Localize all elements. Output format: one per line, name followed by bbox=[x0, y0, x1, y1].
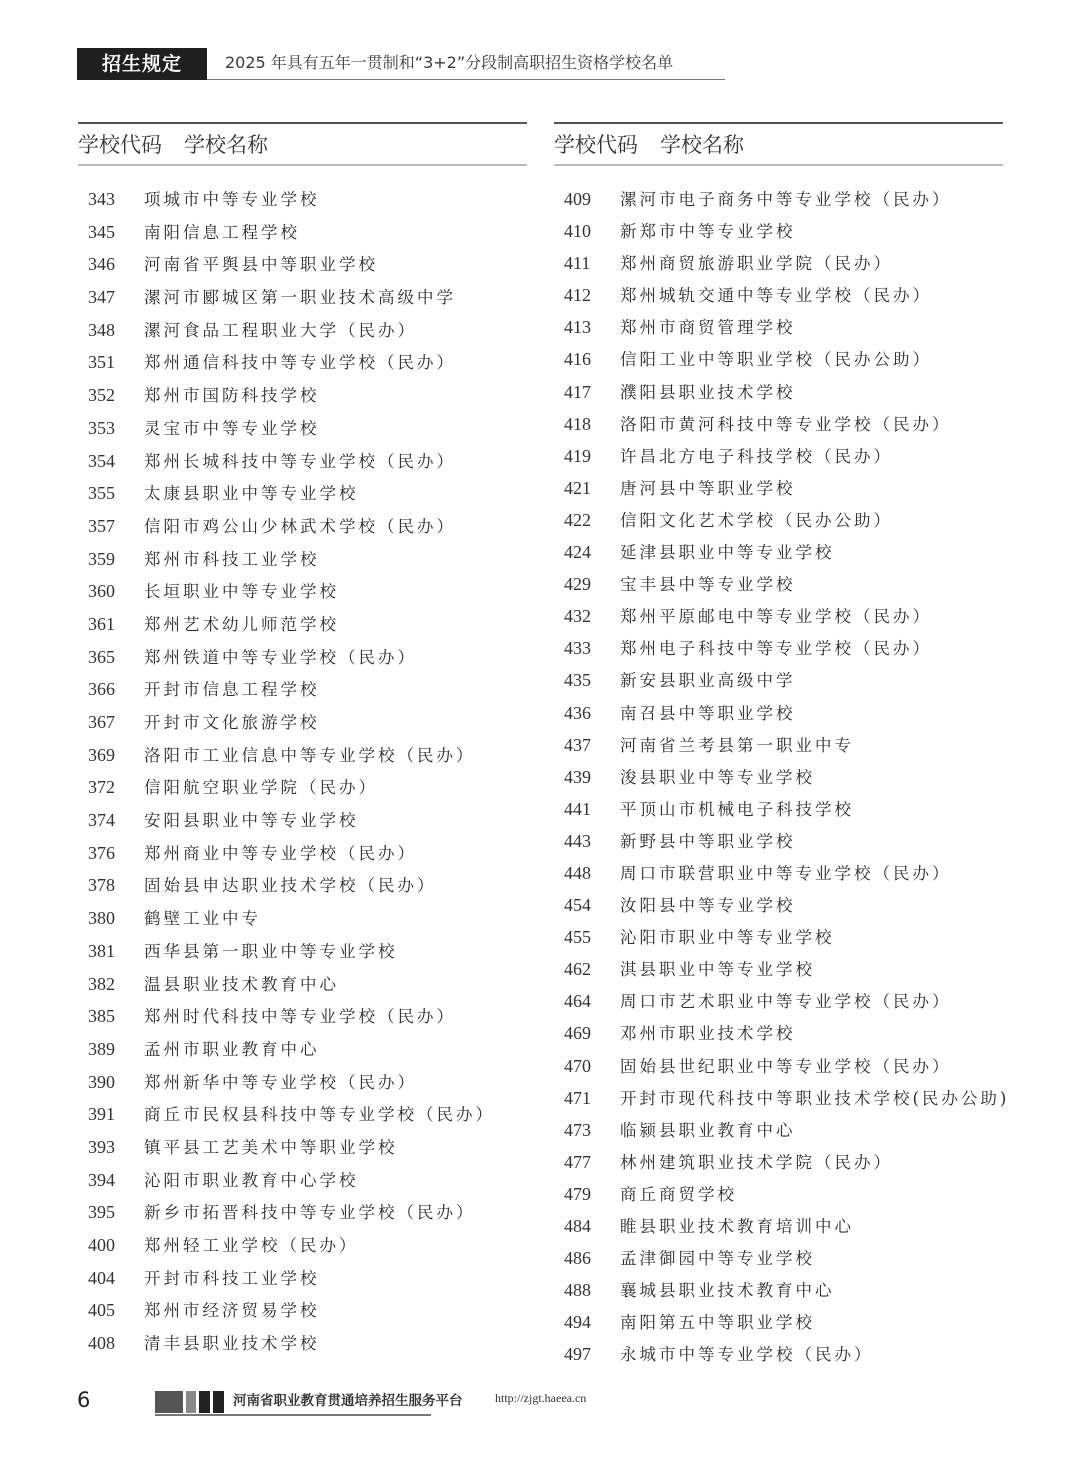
list-item bbox=[78, 1033, 527, 1066]
page-footer bbox=[0, 1385, 1080, 1425]
school-code: 352 bbox=[88, 385, 115, 406]
list-item bbox=[554, 921, 1003, 953]
decor-block bbox=[213, 1391, 224, 1413]
page-header bbox=[77, 48, 725, 80]
school-name: 唐河县中等职业学校 bbox=[620, 478, 796, 498]
school-name: 永城市中等专业学校（民办） bbox=[620, 1345, 874, 1365]
list-item bbox=[554, 1114, 1003, 1146]
school-code: 369 bbox=[88, 744, 115, 765]
list-item bbox=[78, 575, 527, 608]
school-code: 382 bbox=[88, 973, 115, 994]
school-code: 347 bbox=[88, 287, 115, 308]
school-code: 359 bbox=[88, 548, 115, 569]
school-name: 郑州电子科技中等专业学校（民办） bbox=[620, 639, 932, 659]
school-code: 395 bbox=[88, 1202, 115, 1223]
list-item bbox=[554, 376, 1003, 408]
school-name: 漯河食品工程职业大学（民办） bbox=[144, 320, 417, 340]
school-code: 411 bbox=[564, 253, 591, 274]
rows bbox=[554, 183, 1010, 1370]
school-name: 郑州长城科技中等专业学校（民办） bbox=[144, 451, 456, 471]
list-item bbox=[554, 793, 1003, 825]
school-code: 484 bbox=[564, 1216, 591, 1236]
list-item bbox=[78, 183, 527, 216]
footer-organization: 河南省职业教育贯通培养招生服务平台 bbox=[233, 1393, 463, 1409]
list-item bbox=[554, 761, 1003, 793]
school-code: 360 bbox=[88, 581, 115, 602]
list-item bbox=[78, 1164, 527, 1197]
list-item bbox=[78, 445, 527, 478]
list-item bbox=[554, 1178, 1003, 1210]
list-item bbox=[554, 985, 1003, 1017]
school-name: 新野县中等职业学校 bbox=[620, 831, 796, 851]
list-item bbox=[78, 477, 527, 510]
school-code: 385 bbox=[88, 1006, 115, 1027]
school-name: 河南省平舆县中等职业学校 bbox=[144, 255, 378, 275]
school-name: 郑州平原邮电中等专业学校（民办） bbox=[620, 607, 932, 627]
school-code: 433 bbox=[564, 638, 591, 659]
list-item bbox=[78, 804, 527, 837]
list-item bbox=[78, 706, 527, 739]
school-code: 355 bbox=[88, 483, 115, 504]
list-item bbox=[554, 311, 1003, 343]
school-name: 漯河市郾城区第一职业技术高级中学 bbox=[144, 288, 456, 308]
school-name: 濮阳县职业技术学校 bbox=[620, 382, 796, 402]
list-item bbox=[554, 183, 1003, 215]
page-title: 2025 年具有五年一贯制和“3+2”分段制高职招生资格学校名单 bbox=[225, 53, 674, 72]
school-name: 安阳县职业中等专业学校 bbox=[144, 811, 359, 831]
school-name: 信阳市鸡公山少林武术学校（民办） bbox=[144, 516, 456, 536]
list-item bbox=[78, 1131, 527, 1164]
school-list-left bbox=[78, 122, 527, 1360]
school-code: 437 bbox=[564, 734, 591, 755]
school-name: 许昌北方电子科技学校（民办） bbox=[620, 446, 893, 466]
school-code: 346 bbox=[88, 254, 115, 275]
school-name: 孟州市职业教育中心 bbox=[144, 1039, 320, 1059]
school-name: 温县职业技术教育中心 bbox=[144, 974, 339, 994]
list-item bbox=[554, 1050, 1003, 1082]
school-code: 464 bbox=[564, 991, 591, 1012]
list-item bbox=[78, 510, 527, 543]
school-code: 479 bbox=[564, 1183, 591, 1204]
school-list-right bbox=[554, 122, 1010, 1370]
school-code: 412 bbox=[564, 285, 591, 306]
school-name: 郑州市国防科技学校 bbox=[144, 386, 320, 406]
list-item bbox=[554, 632, 1003, 664]
rows bbox=[78, 183, 527, 1360]
list-item bbox=[554, 697, 1003, 729]
school-name: 郑州时代科技中等专业学校（民办） bbox=[144, 1007, 456, 1027]
column-header bbox=[554, 124, 1003, 162]
school-name: 宝丰县中等专业学校 bbox=[620, 575, 796, 595]
school-name: 平顶山市机械电子科技学校 bbox=[620, 799, 854, 819]
school-name: 郑州新华中等专业学校（民办） bbox=[144, 1072, 417, 1092]
school-code: 477 bbox=[564, 1151, 591, 1172]
school-name: 信阳文化艺术学校（民办公助） bbox=[620, 510, 893, 530]
school-name: 漯河市电子商务中等专业学校（民办） bbox=[620, 190, 952, 209]
school-name: 林州建筑职业技术学院（民办） bbox=[620, 1152, 893, 1172]
school-name: 郑州艺术幼儿师范学校 bbox=[144, 614, 339, 634]
column-header-name: 学校名称 bbox=[184, 133, 268, 157]
list-item bbox=[554, 729, 1003, 761]
school-code: 353 bbox=[88, 417, 115, 438]
school-code: 494 bbox=[564, 1312, 591, 1333]
school-name: 项城市中等专业学校 bbox=[144, 190, 320, 209]
school-code: 462 bbox=[564, 959, 591, 980]
school-code: 345 bbox=[88, 221, 115, 242]
school-code: 488 bbox=[564, 1280, 591, 1301]
page-number: 6 bbox=[77, 1388, 91, 1412]
column-header-divider bbox=[78, 164, 527, 166]
list-item bbox=[78, 902, 527, 935]
column-header-code: 学校代码 bbox=[78, 133, 162, 157]
school-name: 开封市信息工程学校 bbox=[144, 680, 320, 700]
school-name: 固始县世纪职业中等专业学校（民办） bbox=[620, 1056, 952, 1076]
school-code: 470 bbox=[564, 1055, 591, 1076]
school-code: 372 bbox=[88, 777, 115, 798]
school-name: 汝阳县中等专业学校 bbox=[620, 896, 796, 916]
list-item bbox=[554, 953, 1003, 985]
list-item bbox=[554, 1210, 1003, 1242]
school-name: 南召县中等职业学校 bbox=[620, 703, 796, 723]
list-item bbox=[554, 1274, 1003, 1306]
school-name: 南阳第五中等职业学校 bbox=[620, 1313, 815, 1333]
school-name: 郑州市商贸管理学校 bbox=[620, 318, 796, 338]
school-name: 沁阳市职业中等专业学校 bbox=[620, 928, 835, 948]
school-code: 381 bbox=[88, 940, 115, 961]
list-item bbox=[78, 837, 527, 870]
school-name: 襄城县职业技术教育中心 bbox=[620, 1281, 835, 1301]
list-item bbox=[78, 412, 527, 445]
list-item bbox=[78, 543, 527, 576]
school-code: 422 bbox=[564, 509, 591, 530]
header-divider bbox=[207, 79, 725, 80]
school-name: 开封市文化旅游学校 bbox=[144, 713, 320, 732]
list-item bbox=[554, 857, 1003, 889]
school-name: 郑州通信科技中等专业学校（民办） bbox=[144, 353, 456, 373]
list-item bbox=[78, 1066, 527, 1099]
school-name: 周口市联营职业中等专业学校（民办） bbox=[620, 863, 952, 883]
school-name: 西华县第一职业中等专业学校 bbox=[144, 941, 398, 961]
school-name: 淇县职业中等专业学校 bbox=[620, 960, 815, 980]
school-name: 河南省兰考县第一职业中专 bbox=[620, 735, 854, 755]
list-item bbox=[554, 343, 1003, 375]
school-code: 486 bbox=[564, 1248, 591, 1269]
list-item bbox=[554, 568, 1003, 600]
school-name: 郑州商业中等专业学校（民办） bbox=[144, 843, 417, 863]
school-code: 365 bbox=[88, 646, 115, 667]
column-header-divider bbox=[554, 164, 1003, 166]
list-item bbox=[554, 1306, 1003, 1338]
school-code: 416 bbox=[564, 349, 591, 370]
school-name: 邓州市职业技术学校 bbox=[620, 1024, 796, 1044]
list-item bbox=[554, 664, 1003, 696]
school-name: 清丰县职业技术学校 bbox=[144, 1334, 320, 1354]
school-name: 郑州轻工业学校（民办） bbox=[144, 1236, 359, 1255]
decor-block bbox=[155, 1391, 183, 1413]
school-code: 471 bbox=[564, 1087, 591, 1108]
school-name: 长垣职业中等专业学校 bbox=[144, 582, 339, 602]
school-code: 408 bbox=[88, 1333, 115, 1354]
list-item bbox=[78, 968, 527, 1001]
school-name: 新乡市拓晋科技中等专业学校（民办） bbox=[144, 1203, 476, 1223]
school-name: 固始县申达职业技术学校（民办） bbox=[144, 876, 437, 896]
list-item bbox=[78, 673, 527, 706]
school-code: 366 bbox=[88, 679, 115, 700]
school-code: 354 bbox=[88, 450, 115, 471]
list-item bbox=[78, 771, 527, 804]
list-item bbox=[554, 600, 1003, 632]
decor-block bbox=[186, 1391, 196, 1413]
school-code: 343 bbox=[88, 189, 115, 209]
school-code: 443 bbox=[564, 830, 591, 851]
list-item bbox=[554, 889, 1003, 921]
school-code: 390 bbox=[88, 1071, 115, 1092]
list-item bbox=[554, 825, 1003, 857]
school-code: 448 bbox=[564, 862, 591, 883]
school-code: 413 bbox=[564, 317, 591, 338]
school-name: 延津县职业中等专业学校 bbox=[620, 543, 835, 563]
school-name: 孟津御园中等专业学校 bbox=[620, 1249, 815, 1269]
school-code: 454 bbox=[564, 895, 591, 916]
list-item bbox=[554, 440, 1003, 472]
school-code: 400 bbox=[88, 1235, 115, 1255]
school-name: 鹤壁工业中专 bbox=[144, 909, 261, 929]
list-item bbox=[78, 379, 527, 412]
school-code: 441 bbox=[564, 798, 591, 819]
school-code: 439 bbox=[564, 766, 591, 787]
school-name: 开封市现代科技中等职业技术学校(民办公助) bbox=[620, 1088, 1010, 1108]
school-name: 郑州铁道中等专业学校（民办） bbox=[144, 647, 417, 667]
list-item bbox=[554, 536, 1003, 568]
school-code: 497 bbox=[564, 1344, 591, 1365]
list-item bbox=[78, 281, 527, 314]
school-name: 灵宝市中等专业学校 bbox=[144, 418, 320, 438]
list-item bbox=[554, 1017, 1003, 1049]
list-item bbox=[78, 1196, 527, 1229]
school-name: 商丘市民权县科技中等专业学校（民办） bbox=[144, 1105, 495, 1125]
school-name: 郑州市科技工业学校 bbox=[144, 549, 320, 569]
school-name: 南阳信息工程学校 bbox=[144, 222, 300, 242]
school-code: 432 bbox=[564, 606, 591, 627]
school-code: 380 bbox=[88, 908, 115, 929]
school-code: 361 bbox=[88, 613, 115, 634]
school-code: 469 bbox=[564, 1023, 591, 1044]
list-item bbox=[78, 1098, 527, 1131]
school-code: 421 bbox=[564, 477, 591, 498]
school-code: 424 bbox=[564, 542, 591, 563]
school-code: 376 bbox=[88, 842, 115, 863]
school-code: 436 bbox=[564, 702, 591, 723]
list-item bbox=[78, 248, 527, 281]
school-code: 455 bbox=[564, 927, 591, 948]
list-item bbox=[78, 1294, 527, 1327]
school-code: 391 bbox=[88, 1104, 115, 1125]
school-code: 374 bbox=[88, 810, 115, 831]
list-item bbox=[554, 408, 1003, 440]
school-code: 394 bbox=[88, 1169, 115, 1190]
section-badge: 招生规定 bbox=[77, 48, 207, 80]
list-item bbox=[78, 346, 527, 379]
column-header bbox=[78, 124, 527, 162]
column-header-name: 学校名称 bbox=[660, 133, 744, 157]
list-item bbox=[554, 247, 1003, 279]
school-code: 410 bbox=[564, 221, 591, 242]
school-code: 418 bbox=[564, 413, 591, 434]
list-item bbox=[554, 1242, 1003, 1274]
school-name: 新郑市中等专业学校 bbox=[620, 222, 796, 242]
footer-divider bbox=[155, 1414, 431, 1416]
school-code: 367 bbox=[88, 712, 115, 732]
list-item bbox=[78, 1327, 527, 1360]
school-code: 389 bbox=[88, 1038, 115, 1059]
school-code: 405 bbox=[88, 1300, 115, 1321]
list-item bbox=[78, 608, 527, 641]
school-name: 浚县职业中等专业学校 bbox=[620, 767, 815, 787]
column-header-code: 学校代码 bbox=[554, 133, 638, 157]
decor-block bbox=[199, 1391, 210, 1413]
school-name: 镇平县工艺美术中等职业学校 bbox=[144, 1137, 398, 1157]
school-name: 郑州市经济贸易学校 bbox=[144, 1301, 320, 1321]
school-name: 郑州商贸旅游职业学院（民办） bbox=[620, 254, 893, 274]
list-item bbox=[78, 739, 527, 772]
school-code: 348 bbox=[88, 319, 115, 340]
list-item bbox=[78, 641, 527, 674]
list-item bbox=[78, 1229, 527, 1262]
school-name: 睢县职业技术教育培训中心 bbox=[620, 1217, 854, 1236]
school-code: 409 bbox=[564, 189, 591, 209]
school-name: 洛阳市工业信息中等专业学校（民办） bbox=[144, 745, 476, 765]
school-code: 417 bbox=[564, 381, 591, 402]
list-item bbox=[78, 935, 527, 968]
list-item bbox=[78, 314, 527, 347]
school-code: 351 bbox=[88, 352, 115, 373]
school-name: 商丘商贸学校 bbox=[620, 1184, 737, 1204]
school-name: 周口市艺术职业中等专业学校（民办） bbox=[620, 992, 952, 1012]
list-item bbox=[78, 216, 527, 249]
footer-url: http://zjgt.haeea.cn bbox=[495, 1391, 587, 1405]
list-item bbox=[554, 215, 1003, 247]
school-code: 404 bbox=[88, 1267, 115, 1288]
school-code: 378 bbox=[88, 875, 115, 896]
list-item bbox=[554, 1082, 1010, 1114]
list-item bbox=[78, 1262, 527, 1295]
list-item bbox=[554, 472, 1003, 504]
school-code: 435 bbox=[564, 670, 591, 691]
school-name: 郑州城轨交通中等专业学校（民办） bbox=[620, 286, 932, 306]
school-name: 洛阳市黄河科技中等专业学校（民办） bbox=[620, 414, 952, 434]
school-name: 信阳航空职业学院（民办） bbox=[144, 778, 378, 798]
school-name: 信阳工业中等职业学校（民办公助） bbox=[620, 350, 932, 370]
list-item bbox=[78, 869, 527, 902]
school-code: 429 bbox=[564, 574, 591, 595]
list-item bbox=[554, 1338, 1003, 1370]
school-code: 473 bbox=[564, 1119, 591, 1140]
school-name: 太康县职业中等专业学校 bbox=[144, 484, 359, 504]
school-name: 新安县职业高级中学 bbox=[620, 671, 796, 691]
school-name: 沁阳市职业教育中心学校 bbox=[144, 1170, 359, 1190]
school-code: 393 bbox=[88, 1136, 115, 1157]
list-item bbox=[554, 504, 1003, 536]
list-item bbox=[554, 279, 1003, 311]
list-item bbox=[78, 1000, 527, 1033]
school-code: 419 bbox=[564, 445, 591, 466]
school-name: 临颍县职业教育中心 bbox=[620, 1120, 796, 1140]
school-name: 开封市科技工业学校 bbox=[144, 1268, 320, 1288]
school-code: 357 bbox=[88, 515, 115, 536]
list-item bbox=[554, 1146, 1003, 1178]
